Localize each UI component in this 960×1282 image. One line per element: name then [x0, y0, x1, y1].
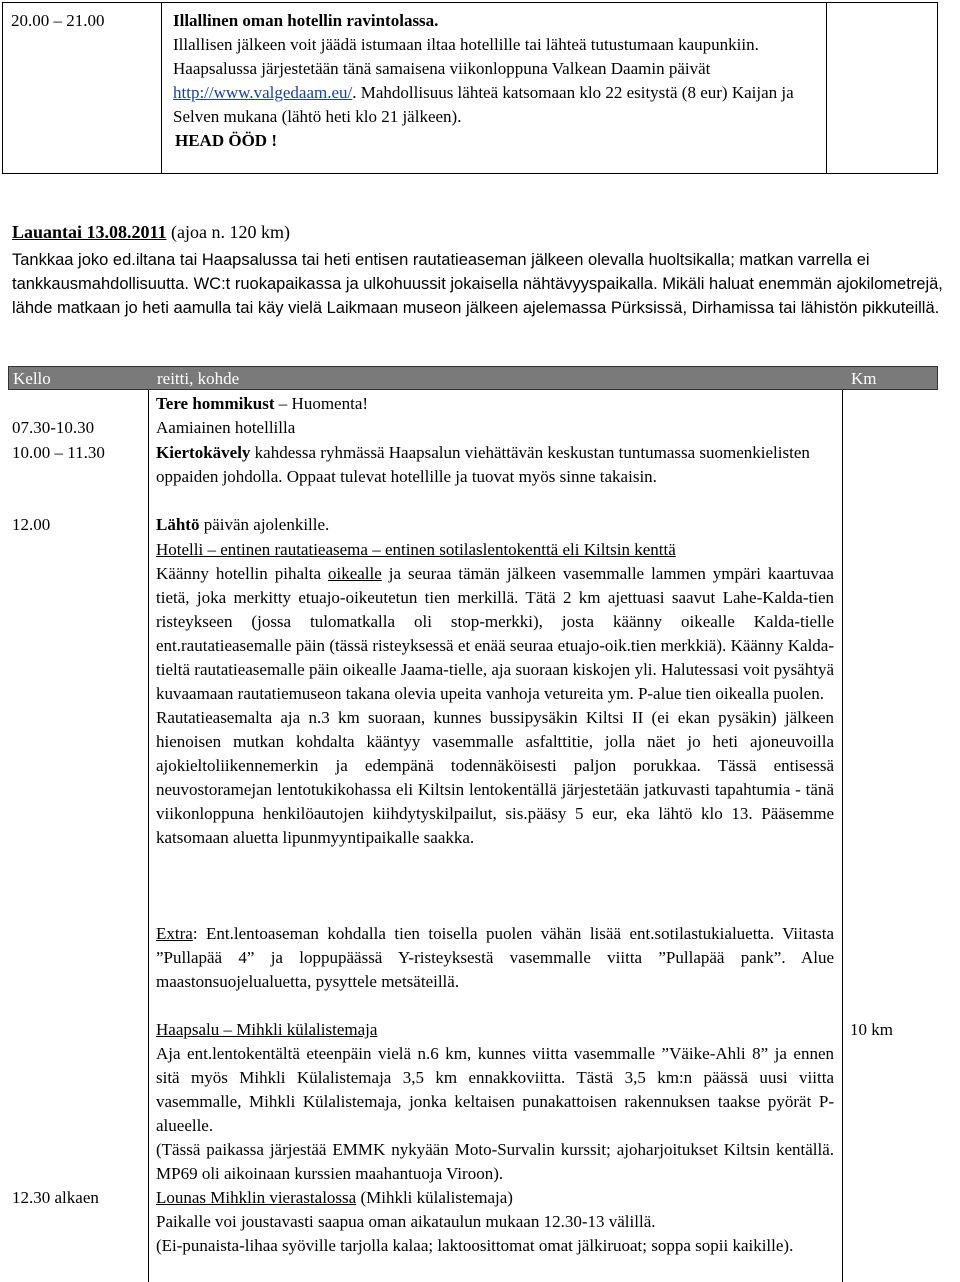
route-1-directions	[156, 562, 834, 706]
route-2-title: Haapsalu – Mihkli külalistemaja	[156, 1020, 378, 1039]
lunch-heading	[156, 1186, 834, 1210]
evening-description	[173, 9, 833, 153]
column-divider	[148, 390, 149, 1282]
walk-title: Kiertokävely	[156, 443, 251, 462]
header-km: Km	[851, 369, 877, 388]
row-description: Aamiainen hotellilla	[156, 418, 296, 437]
lunch-title: Lounas Mihklin vierastalossa	[156, 1188, 357, 1207]
header-time: Kello	[13, 369, 51, 388]
dinner-note: Illallisen jälkeen voit jäädä istumaan iltaa hotellille tai lähteä tutustumaan kaupunkiin.	[173, 35, 759, 54]
event-note	[173, 57, 833, 129]
walk-text: kahdessa ryhmässä Haapsalun viehättävän keskustan tuntumassa suomenkielisten oppaiden johdolla. Oppaat tulevat hotellille ja tuovat myös sinne takaisin.	[156, 443, 810, 486]
day-date: Lauantai 13.08.2011	[12, 222, 167, 242]
lunch	[156, 1186, 834, 1258]
extra-text: : Ent.lentoaseman kohdalla tien toisella puolen vähän lisää ent.sotilastukialuetta. Viitasta ”Pullapää 4” ja loppupäässä Y-risteyksestä vasemmalle viitta ”Pullapää pank”. Alue maastonsuojelualuetta, pysyttele metsäteillä.	[156, 924, 834, 991]
lunch-time-note: Paikalle voi joustavasti saapua oman aikataulun mukaan 12.30-13 välillä.	[156, 1212, 656, 1231]
greeting-rest: – Huomenta!	[274, 394, 369, 413]
greeting	[156, 392, 834, 416]
lunch-place: (Mihkli külalistemaja)	[356, 1188, 513, 1207]
evening-time: 20.00 – 21.00	[11, 11, 105, 30]
route-1-airfield: Rautatieasemalta aja n.3 km suoraan, kunnes bussipysäkin Kiltsi II (ei ekan pysäkin) jälkeen hienoisen mutkan kohdalta kääntyy vasemmalle asfalttitie, jolla näet jo heti ajoneuvoilla ajokieltoliikennemerkin ja edempänä todennäköisesti paljon porukkaa. Tässä entisessä neuvostoramejan lentotukikohassa eli Kiltsin lentokentällä järjestetään jatkuvasti tapahtumia - tänä viikonloppuna henkilöautojen kiihdytyskilpailut, sis.pääsy 5 eur, eka lähtö klo 13. Pääsemme katsomaan aluetta lipunmyyntipaikalle saakka.	[156, 708, 834, 847]
row-description	[156, 513, 834, 537]
event-link[interactable]: http://www.valgedaam.eu/	[173, 83, 353, 102]
dinner-title: Illallinen oman hotellin ravintolassa.	[173, 11, 439, 30]
column-divider	[842, 390, 843, 1282]
lunch-menu-note: (Ei-punaista-lihaa syöville tarjolla kalaa; laktoosittomat omat jälkiruoat; soppa sopii kaikille).	[156, 1236, 794, 1255]
header-route: reitti, kohde	[157, 369, 240, 388]
route-1-text-rest: ja seuraa tämän jälkeen vasemmalle lammen ympäri kaartuvaa tietä, joka merkitty etuajo-oikeutetun tien merkillä. Tätä 2 km ajettuasi saavut Lahe-Kalda-tien risteykseen (jossa tulomatkalla oli stop-merkki), josta käänny oikealle Kalda-tielle ent.rautatieasemalle päin (tässä risteyksessä et enää seuraa etuajo-oik.tien merkkiä). Käänny Kalda-tieltä rautatieasemalle päin oikealle Jaama-tielle, aja suoraan kiskojen yli. Halutessasi voit pysähtyä kuvaamaan rautatiemuseon takana olevia upeita vanhoja vetureita ym. P-alue tien oikealla puolen.	[156, 564, 834, 703]
schedule-table	[8, 390, 938, 1282]
row-time: 12.00	[12, 515, 51, 534]
route-2-km: 10 km	[850, 1020, 893, 1039]
route-1-highlight: oikealle	[327, 564, 382, 583]
row-time: 12.30 alkaen	[12, 1188, 99, 1207]
schedule-header	[8, 366, 938, 390]
row-time: 10.00 – 11.30	[12, 443, 105, 462]
departure-text: päivän ajolenkille.	[199, 515, 330, 534]
km-column	[826, 3, 937, 173]
row-description	[156, 441, 834, 489]
route-2-directions: Aja ent.lentokentältä eteenpäin vielä n.6 km, kunnes viitta vasemmalle ”Väike-Ahli 8” ja ennen sitä myös Mihkli Külalistemaja 3,5 km ennakkoviitta. Tästä 3,5 km:n päässä uusi viitta vasemmalle, Mihkli Külalistemaja, jonka keltaisen punakattoisen rakennuksen taakse pyörät P-alueelle.	[156, 1044, 834, 1135]
extra-label: Extra	[156, 924, 193, 943]
day-distance: (ajoa n. 120 km)	[166, 222, 290, 242]
day-intro: Tankkaa joko ed.iltana tai Haapsalussa tai heti entisen rautatieaseman jälkeen olevalla huoltsikalla; matkan varrella ei tankkausmahdollisuutta. WC:t ruokapaikassa ja ulkohuussit jokaisella nähtävyyspaikalla. Mikäli haluat enemmän ajokilometrejä, lähde matkaan jo heti aamulla tai käy vielä Laikmaan museon jälkeen ajelemassa Pürksissä, Dirhamissa tai lähistön pikkuteillä.	[12, 251, 943, 317]
head-ood: HEAD ÖÖD !	[175, 131, 277, 150]
extra-note	[156, 922, 834, 994]
day-heading	[12, 222, 290, 243]
route-2-note: (Tässä paikassa järjestää EMMK nykyään Moto-Survalin kurssit; ajoharjoitukset Kiltsin kentällä. MP69 oli aikoinaan kurssien maahantuoja Viroon).	[156, 1140, 834, 1183]
greeting-bold: Tere hommikust	[156, 394, 275, 413]
row-time: 07.30-10.30	[12, 418, 95, 437]
route-1-text: Käänny hotellin pihalta	[156, 564, 328, 583]
route-2	[156, 1018, 834, 1186]
event-text-rest: . Mahdollisuus lähteä katsomaan klo 22 esitystä (8 eur) Kaijan ja Selven mukana (lähtö heti klo 21 jälkeen).	[173, 83, 794, 126]
route-1	[156, 538, 834, 850]
route-1-title: Hotelli – entinen rautatieasema – entinen sotilaslentokenttä eli Kiltsin kenttä	[156, 540, 676, 559]
departure-title: Lähtö	[156, 515, 200, 534]
evening-table	[2, 2, 938, 174]
event-text: Haapsalussa järjestetään tänä samaisena viikonloppuna Valkean Daamin päivät	[173, 59, 711, 78]
